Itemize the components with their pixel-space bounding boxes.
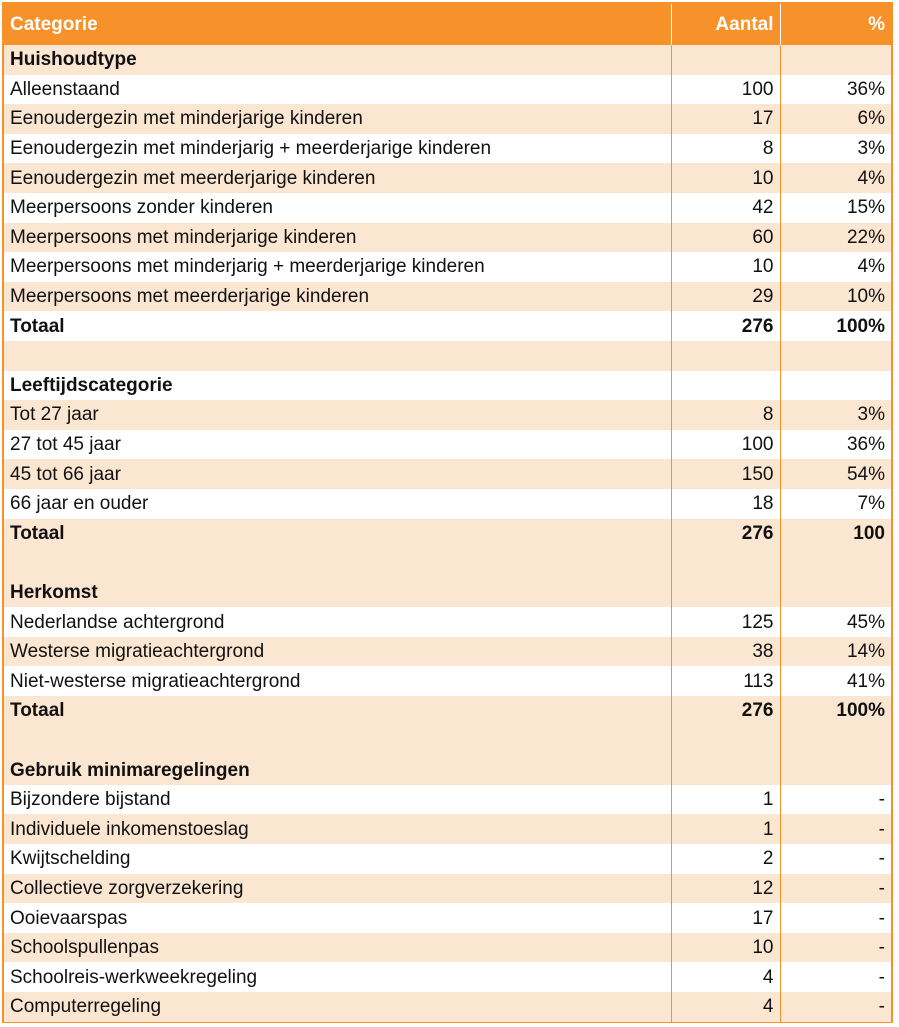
row-label: 45 tot 66 jaar [4,459,671,489]
section-header-row [4,755,891,785]
section-header-row [4,371,891,401]
row-label: Eenoudergezin met meerderjarige kinderen [4,163,671,193]
row-pct: 41% [780,666,891,696]
table-row [4,607,891,637]
row-pct: 3% [780,400,891,430]
row-pct: - [780,874,891,904]
row-aantal: 4 [671,992,780,1022]
row-aantal: 150 [671,459,780,489]
row-pct: 3% [780,134,891,164]
section-title: Gebruik minimaregelingen [4,755,671,785]
row-label: Meerpersoons met minderjarig + meerderjarige kinderen [4,252,671,282]
row-pct: - [780,844,891,874]
header-aantal: Aantal [671,4,780,45]
total-label: Totaal [4,311,671,341]
row-aantal: 17 [671,104,780,134]
header-categorie: Categorie [4,4,671,45]
section-title: Herkomst [4,578,671,608]
row-aantal: 8 [671,400,780,430]
header-row [4,4,891,45]
row-aantal: 4 [671,962,780,992]
row-label: Nederlandse achtergrond [4,607,671,637]
total-pct: 100% [780,311,891,341]
row-pct: 36% [780,75,891,105]
table-body [4,45,891,1022]
row-pct: 4% [780,252,891,282]
row-aantal: 1 [671,785,780,815]
total-aantal: 276 [671,311,780,341]
row-aantal: 1 [671,814,780,844]
section-header-row [4,578,891,608]
row-aantal: 8 [671,134,780,164]
row-label: Computerregeling [4,992,671,1022]
table-row [4,223,891,253]
section-title: Huishoudtype [4,45,671,75]
row-label: Westerse migratieachtergrond [4,637,671,667]
table-row [4,844,891,874]
row-label: Collectieve zorgverzekering [4,874,671,904]
header-percentage: % [780,4,891,45]
row-pct: - [780,814,891,844]
row-pct: - [780,933,891,963]
total-aantal: 276 [671,696,780,726]
table-row [4,430,891,460]
row-label: Tot 27 jaar [4,400,671,430]
table-row [4,163,891,193]
row-aantal: 100 [671,75,780,105]
total-aantal: 276 [671,519,780,549]
row-pct: 14% [780,637,891,667]
table-row [4,75,891,105]
data-table-frame [2,2,893,1023]
row-pct: - [780,992,891,1022]
table-row [4,814,891,844]
total-label: Totaal [4,519,671,549]
row-label: Kwijtschelding [4,844,671,874]
section-header-row [4,45,891,75]
row-aantal: 100 [671,430,780,460]
row-aantal: 18 [671,489,780,519]
table-row [4,459,891,489]
table-row [4,637,891,667]
total-row [4,311,891,341]
row-label: 66 jaar en ouder [4,489,671,519]
row-aantal: 125 [671,607,780,637]
total-pct: 100 [780,519,891,549]
row-pct: 45% [780,607,891,637]
row-label: 27 tot 45 jaar [4,430,671,460]
table-row [4,134,891,164]
spacer-row [4,341,891,371]
section-title: Leeftijdscategorie [4,371,671,401]
row-aantal: 12 [671,874,780,904]
row-pct: - [780,962,891,992]
total-row [4,519,891,549]
total-pct: 100% [780,696,891,726]
row-aantal: 10 [671,163,780,193]
row-label: Individuele inkomenstoeslag [4,814,671,844]
data-table [4,4,891,1022]
table-row [4,193,891,223]
row-label: Schoolreis-werkweekregeling [4,962,671,992]
row-aantal: 17 [671,903,780,933]
table-row [4,104,891,134]
table-row [4,489,891,519]
row-label: Ooievaarspas [4,903,671,933]
row-pct: 4% [780,163,891,193]
row-label: Meerpersoons met minderjarige kinderen [4,223,671,253]
row-aantal: 38 [671,637,780,667]
row-label: Eenoudergezin met minderjarig + meerderjarige kinderen [4,134,671,164]
row-pct: 54% [780,459,891,489]
table-row [4,282,891,312]
spacer-row [4,726,891,756]
total-label: Totaal [4,696,671,726]
row-label: Alleenstaand [4,75,671,105]
row-aantal: 60 [671,223,780,253]
table-row [4,903,891,933]
row-aantal: 10 [671,933,780,963]
table-row [4,992,891,1022]
row-label: Bijzondere bijstand [4,785,671,815]
table-row [4,874,891,904]
table-row [4,252,891,282]
table-row [4,933,891,963]
row-label: Niet-westerse migratieachtergrond [4,666,671,696]
row-label: Meerpersoons zonder kinderen [4,193,671,223]
total-row [4,696,891,726]
row-pct: 10% [780,282,891,312]
row-aantal: 10 [671,252,780,282]
row-aantal: 29 [671,282,780,312]
spacer-row [4,548,891,578]
row-aantal: 2 [671,844,780,874]
table-row [4,666,891,696]
row-pct: - [780,903,891,933]
table-row [4,400,891,430]
row-pct: - [780,785,891,815]
row-pct: 15% [780,193,891,223]
row-label: Eenoudergezin met minderjarige kinderen [4,104,671,134]
row-label: Meerpersoons met meerderjarige kinderen [4,282,671,312]
row-label: Schoolspullenpas [4,933,671,963]
table-row [4,785,891,815]
row-aantal: 42 [671,193,780,223]
row-pct: 6% [780,104,891,134]
row-pct: 36% [780,430,891,460]
row-pct: 7% [780,489,891,519]
row-aantal: 113 [671,666,780,696]
row-pct: 22% [780,223,891,253]
table-row [4,962,891,992]
